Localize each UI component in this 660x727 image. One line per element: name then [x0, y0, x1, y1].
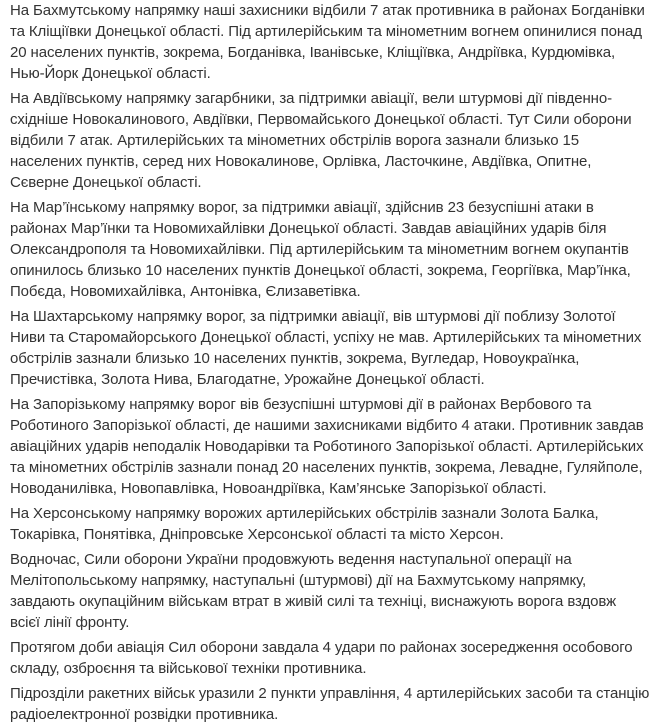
paragraph-missile-forces: Підрозділи ракетних військ уразили 2 пункти управління, 4 артилерійських засоби та станцію радіоелектронної розвідки противника.	[10, 685, 650, 723]
paragraph-bakhmut-direction: На Бахмутському напрямку наші захисники відбили 7 атак противника в районах Богданівки та Кліщіївки Донецької області. Під артилерійським та мінометним вогнем опинилися понад 20 населених пунктів, зокрема, Богданівка, Іванівське, Кліщіївка, Андріївка, Курдюмівка, Нью-Йорк Донецької області.	[10, 2, 645, 82]
paragraph-kherson-direction: На Херсонському напрямку ворожих артилерійських обстрілів зазнали Золота Балка, Токарівка, Понятівка, Дніпровське Херсонської області та місто Херсон.	[10, 505, 599, 543]
paragraph-aviation-strikes: Протягом доби авіація Сил оборони завдала 4 удари по районах зосередження особового складу, озброєння та військової техніки противника.	[10, 639, 633, 677]
paragraph-avdiivka-direction: На Авдіївському напрямку загарбники, за підтримки авіації, вели штурмові дії південно-східніше Новокалинового, Авдіївки, Первомайського Донецької області. Тут Сили оборони відбили 7 атак. Артилерійських та мінометних обстрілів ворога зазнали близько 15 населених пунктів, серед них Новокалинове, Орлівка, Ласточкине, Авдіївка, Опитне, Сєверне Донецької області.	[10, 90, 632, 191]
paragraph-marinka-direction: На Мар’їнському напрямку ворог, за підтримки авіації, здійснив 23 безуспішні атаки в районах Мар’їнки та Новомихайлівки Донецької області. Завдав авіаційних ударів біля Олександрополя та Новомихайлівки. Під артилерійським та мінометним вогнем окупантів опинилось близько 10 населених пунктів Донецької області, зокрема, Георгіївка, Мар’їнка, Побєда, Новомихайлівка, Антонівка, Єлизаветівка.	[10, 199, 631, 300]
paragraph-zaporizhzhia-direction: На Запорізькому напрямку ворог вів безуспішні штурмові дії в районах Вербового та Роботиного Запорізької області, де нашими захисниками відбито 4 атаки. Противник завдав авіаційних ударів неподалік Новодарівки та Роботиного Запорізької області. Артилерійських та мінометних обстрілів зазнали понад 20 населених пунктів, зокрема, Левадне, Гуляйполе, Новоданилівка, Новопавлівка, Новоандріївка, Кам’янське Запорізької області.	[10, 396, 644, 497]
paragraph-shakhtarsk-direction: На Шахтарському напрямку ворог, за підтримки авіації, вів штурмові дії поблизу Золотої Ниви та Старомайорського Донецької області, успіху не мав. Артилерійських та мінометних обстрілів зазнали близько 10 населених пунктів, зокрема, Вугледар, Новоукраїнка, Пречистівка, Золота Нива, Благодатне, Урожайне Донецької області.	[10, 308, 642, 388]
paragraph-offensive-operations: Водночас, Сили оборони України продовжують ведення наступальної операції на Мелітопольському напрямку, наступальні (штурмові) дії на Бахмутському напрямку, завдають окупаційним військам втрат в живій силі та техніці, виснажують ворога вздовж всієї лінії фронту.	[10, 551, 617, 631]
